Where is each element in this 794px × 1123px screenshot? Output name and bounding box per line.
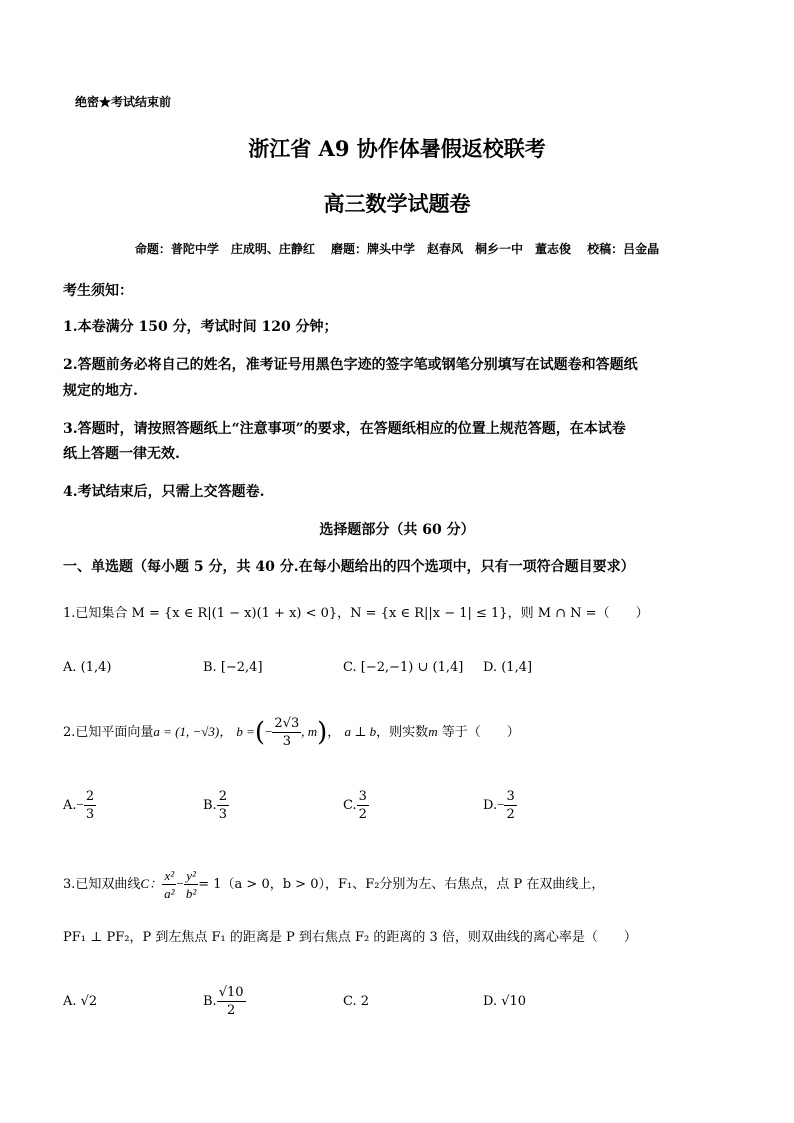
open-paren: (	[254, 717, 266, 748]
question-2-vector-b-fraction: $\frac{2√3}{3}$	[274, 716, 300, 749]
question-3-option-c: C. 2	[343, 994, 370, 1009]
question-1-option-c: C. [−2,−1) ∪ (1,4]	[343, 660, 464, 675]
notice-item-4: 4.考试结束后，只需上交答题卷.	[63, 484, 265, 500]
secret-mark: 绝密★考试结束前	[75, 95, 172, 109]
question-2-option-c: C. $\frac{3}{2}$	[343, 789, 367, 822]
question-3-curve: C：	[140, 876, 163, 891]
notice-item-3-line-1: 3.答题时，请按照答题纸上“注意事项”的要求，在答题纸相应的位置上规范答题，在本试卷	[63, 421, 626, 437]
question-2-stem: 2.已知平面向量a = (1, −√3)， b =(− $\frac{2√3}{3}$ , m)， a ⊥ b，则实数m 等于（ ）	[63, 716, 520, 749]
question-1-stem: 1.已知集合 M = {x ∈ R|(1 − x)(1 + x) < 0}，N = {x ∈ R||x − 1| ≤ 1}，则 M ∩ N =（ ）	[63, 606, 649, 621]
question-2-perp: a ⊥ b	[344, 724, 377, 739]
question-3-option-a: A. √2	[63, 994, 98, 1009]
question-2-prefix: 2.已知平面向量	[63, 725, 154, 740]
question-3-prefix: 3.已知双曲线	[63, 877, 141, 892]
notice-item-2-line-2: 规定的地方.	[63, 383, 138, 399]
question-3-equation-rest: = 1（a > 0，b > 0），F₁、F₂分别为左、右焦点，点 P 在双曲线上，	[198, 877, 605, 892]
notice-item-2-line-1: 2.答题前务必将自己的姓名，准考证号用黑色字迹的签字笔或钢笔分别填写在试题卷和答题纸	[63, 357, 638, 373]
notice-item-1: 1.本卷满分 150 分，考试时间 120 分钟；	[63, 319, 338, 335]
notice-heading: 考生须知：	[63, 283, 133, 299]
question-3-line-2: PF₁ ⊥ PF₂，P 到左焦点 F₁ 的距离是 P 到右焦点 F₂ 的距离的 3 倍，则双曲线的离心率是（ ）	[63, 930, 637, 945]
question-2-vector-b-lhs: b =	[236, 724, 255, 739]
question-3-option-d: D. √10	[483, 994, 527, 1009]
question-2-option-b: B. $\frac{2}{3}$	[203, 789, 227, 822]
question-3-y-term: $\frac{\text{y²}}{\text{b²}}$	[185, 868, 197, 901]
close-paren: )	[317, 717, 328, 748]
question-1-option-a: A. (1,4)	[63, 660, 112, 675]
part-title: 选择题部分（共 60 分）	[319, 522, 475, 538]
question-2-option-d: D.− $\frac{3}{2}$	[483, 789, 515, 822]
exam-subtitle: 高三数学试题卷	[323, 191, 471, 216]
question-2-vector-a: a = (1, −√3)，	[153, 724, 233, 739]
question-1-option-b: B. [−2,4]	[203, 660, 263, 675]
question-2-suffix: ，则实数	[376, 725, 429, 740]
question-1-option-d: D. (1,4]	[483, 660, 533, 675]
question-2-end: 等于（ ）	[441, 725, 520, 740]
section-heading: 一、单选题（每小题 5 分，共 40 分.在每小题给出的四个选项中，只有一项符合题目要求）	[63, 559, 635, 575]
question-3-option-b: B. $\frac{√10}{2}$	[203, 985, 244, 1018]
question-3-stem: 3.已知双曲线C： $\frac{\text{x²}}{\text{a²}}$ − $\frac{\text{y²}}{\text{b²}}$ = 1（a > 0，b > 0），F₁、F₂分别为左、右焦点，点 P 在双曲线上，	[63, 868, 605, 901]
question-2-var: m	[428, 724, 438, 739]
exam-title: 浙江省 A9 协作体暑假返校联考	[248, 136, 546, 161]
question-3-x-term: $\frac{\text{x²}}{\text{a²}}$	[164, 868, 175, 901]
question-2-vector-b-m: , m	[301, 724, 318, 739]
credits-line: 命题：普陀中学 庄成明、庄静红 磨题：牌头中学 赵春风 桐乡一中 董志俊 校稿：吕金晶	[134, 242, 660, 256]
notice-item-3-line-2: 纸上答题一律无效.	[63, 446, 180, 462]
question-2-option-a: A.− $\frac{2}{3}$	[63, 789, 95, 822]
